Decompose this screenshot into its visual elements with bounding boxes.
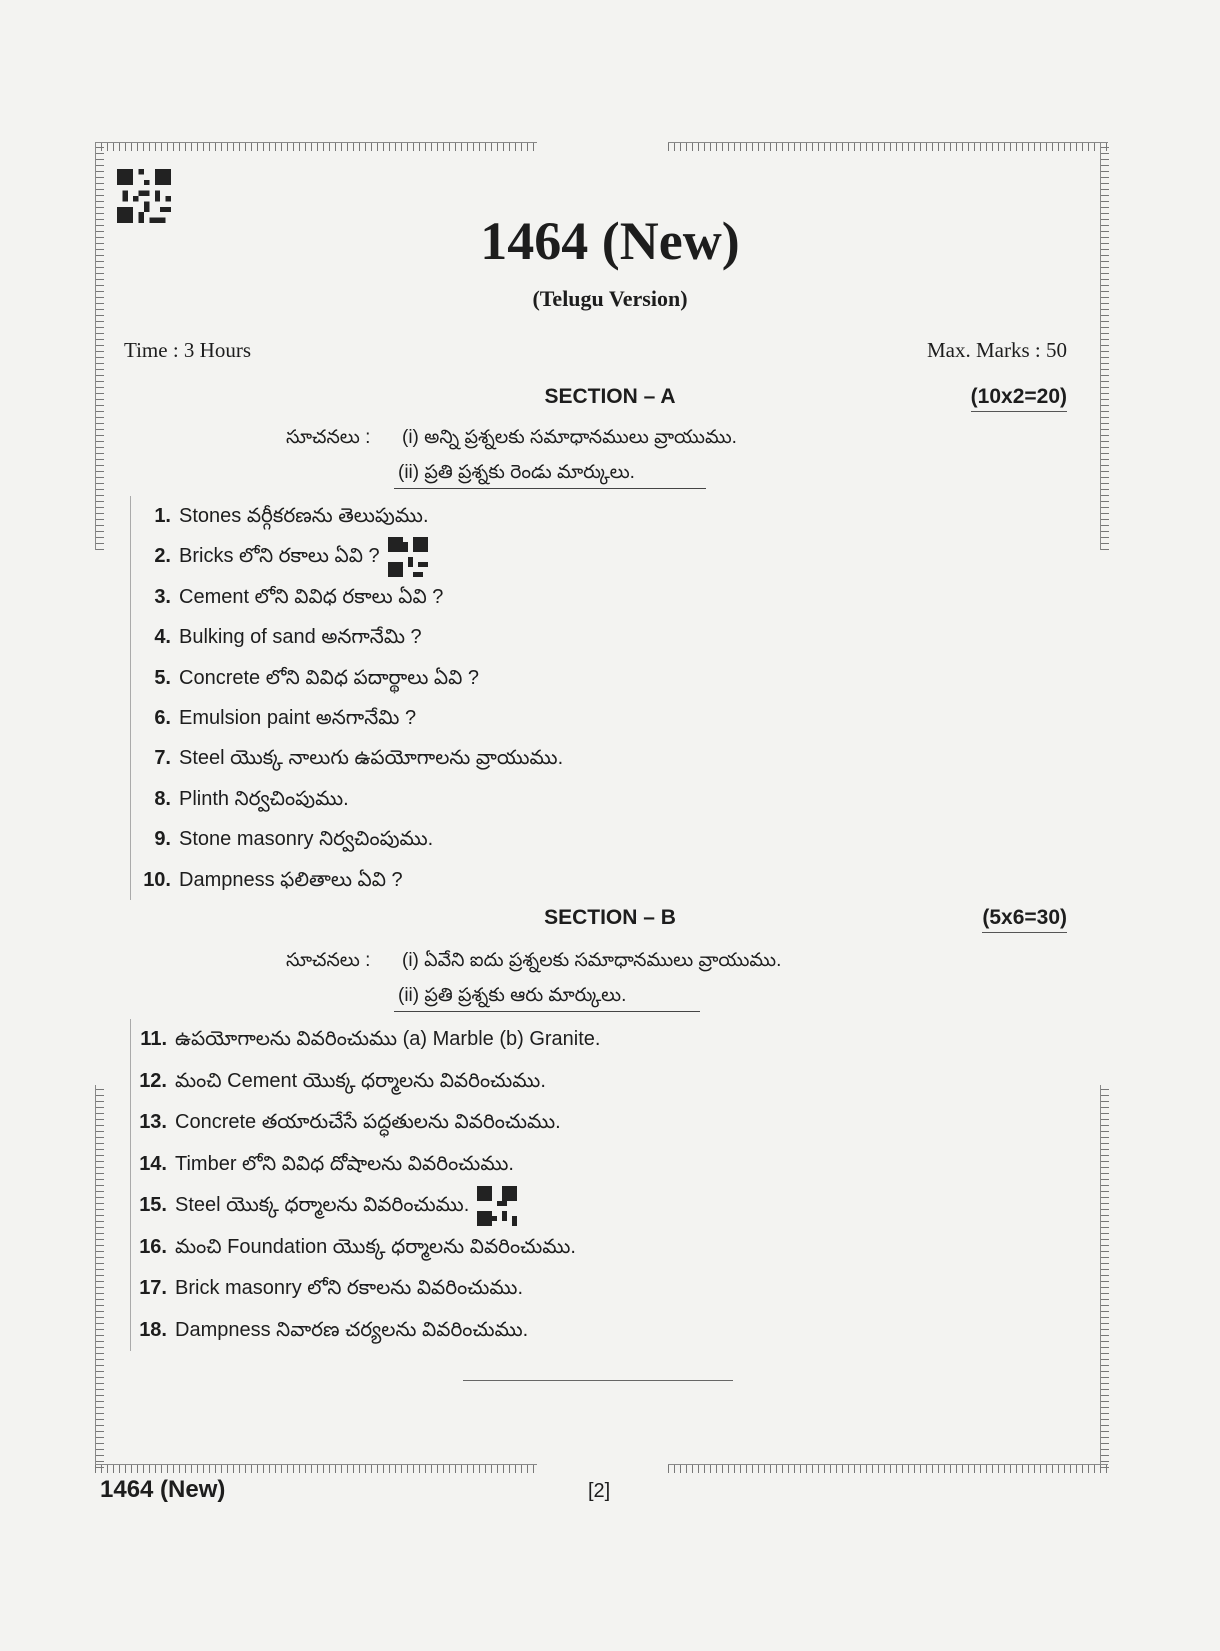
question-number: 8. <box>154 787 171 810</box>
question-text: Cement లోని వివిధ రకాలు ఏవి ? <box>179 585 444 608</box>
list-item <box>131 1061 600 1103</box>
question-text: Plinth నిర్వచింపుము. <box>179 787 349 810</box>
list-item <box>131 1019 600 1061</box>
end-divider <box>463 1380 733 1381</box>
paper-title: 1464 (New) <box>480 211 740 271</box>
list-item <box>131 698 563 738</box>
list-item <box>131 819 563 859</box>
max-marks: Max. Marks : 50 <box>927 338 1067 362</box>
question-text: Dampness ఫలితాలు ఏవి ? <box>179 868 403 891</box>
question-text: Stone masonry నిర్వచింపుము. <box>179 828 434 851</box>
list-item <box>131 1102 600 1144</box>
question-text: Concrete లోని వివిధ పదార్థాలు ఏవి ? <box>179 666 480 689</box>
list-item <box>131 738 563 778</box>
question-text: Timber లోని వివిధ దోషాలను వివరించుము. <box>175 1152 514 1175</box>
section-b-instruction-label: సూచనలు : <box>286 950 371 971</box>
section-a-instruction-2: (ii) ప్రతి ప్రశ్నకు రెండు మార్కులు. <box>398 462 635 483</box>
question-text: Bulking of sand అనగానేమి ? <box>179 626 422 649</box>
qr-code-icon <box>388 537 428 577</box>
question-number: 4. <box>154 626 171 649</box>
question-text: మంచి Foundation యొక్క ధర్మాలను వివరించుము. <box>175 1235 576 1258</box>
list-item <box>131 779 563 819</box>
page-number: [2] <box>588 1480 611 1502</box>
question-number: 6. <box>154 706 171 729</box>
question-text: Emulsion paint అనగానేమి ? <box>179 706 417 729</box>
section-a-questions <box>130 496 563 900</box>
question-number: 9. <box>154 828 171 851</box>
question-text: Steel యొక్క ధర్మాలను వివరించుము. <box>175 1194 470 1216</box>
section-b-title: SECTION – B <box>544 906 676 929</box>
question-number: 18. <box>139 1318 167 1341</box>
border-bottom-left <box>95 1464 537 1473</box>
question-number: 15. <box>139 1194 167 1216</box>
section-a-instruction-underline <box>394 488 706 489</box>
question-text: Concrete తయారుచేసే పద్ధతులను వివరించుము. <box>175 1111 561 1133</box>
question-text: Steel యొక్క నాలుగు ఉపయోగాలను వ్రాయుము. <box>179 747 564 770</box>
section-b-instruction-underline <box>394 1011 700 1012</box>
question-number: 5. <box>154 666 171 689</box>
border-top-right <box>668 142 1108 151</box>
paper-subtitle: (Telugu Version) <box>532 286 688 311</box>
question-number: 17. <box>139 1277 167 1299</box>
list-item <box>131 658 563 698</box>
question-number: 14. <box>139 1152 167 1175</box>
list-item <box>131 1310 600 1352</box>
question-number: 12. <box>139 1069 167 1092</box>
list-item <box>131 1185 600 1227</box>
border-right-upper <box>1100 142 1109 550</box>
list-item <box>131 1227 600 1269</box>
list-item <box>131 577 563 617</box>
border-left-lower <box>95 1085 104 1468</box>
qr-code-icon <box>477 1186 517 1226</box>
question-number: 7. <box>154 747 171 770</box>
border-bottom-right <box>668 1464 1108 1473</box>
section-b-marks: (5x6=30) <box>982 906 1067 933</box>
question-text: ఉపయోగాలను వివరించుము (a) Marble (b) Granite. <box>175 1028 601 1050</box>
border-top-left <box>95 142 537 151</box>
question-text: మంచి Cement యొక్క ధర్మాలను వివరించుము. <box>175 1069 546 1092</box>
section-a-instruction-1: (i) అన్ని ప్రశ్నలకు సమాధానములు వ్రాయుము. <box>402 427 737 448</box>
section-b-instruction-1: (i) ఏవేని ఐదు ప్రశ్నలకు సమాధానములు వ్రాయుము. <box>402 950 782 971</box>
border-right-lower <box>1100 1085 1109 1468</box>
question-text: Bricks లోని రకాలు ఏవి ? <box>179 545 380 568</box>
question-number: 13. <box>139 1111 167 1133</box>
list-item <box>131 1268 600 1310</box>
question-number: 11. <box>140 1028 167 1050</box>
list-item <box>131 536 563 576</box>
question-text: Brick masonry లోని రకాలను వివరించుము. <box>175 1277 524 1299</box>
section-a-title: SECTION – A <box>544 385 676 408</box>
question-number: 16. <box>139 1235 167 1258</box>
border-left-upper <box>95 142 104 550</box>
section-a-marks: (10x2=20) <box>971 385 1067 412</box>
question-text: Dampness నివారణ చర్యలను వివరించుము. <box>175 1318 529 1341</box>
question-number: 10. <box>143 868 171 891</box>
question-number: 2. <box>154 545 171 568</box>
list-item <box>131 860 563 900</box>
list-item <box>131 617 563 657</box>
question-text: Stones వర్గీకరణను తెలుపుము. <box>179 505 429 527</box>
question-number: 3. <box>154 585 171 608</box>
section-b-questions <box>130 1019 600 1351</box>
list-item <box>131 496 563 536</box>
time-allowed: Time : 3 Hours <box>124 338 251 362</box>
list-item <box>131 1144 600 1186</box>
question-number: 1. <box>154 505 171 527</box>
section-a-instruction-label: సూచనలు : <box>286 427 371 448</box>
section-b-instruction-2: (ii) ప్రతి ప్రశ్నకు ఆరు మార్కులు. <box>398 985 627 1006</box>
footer-paper-code: 1464 (New) <box>100 1476 226 1503</box>
